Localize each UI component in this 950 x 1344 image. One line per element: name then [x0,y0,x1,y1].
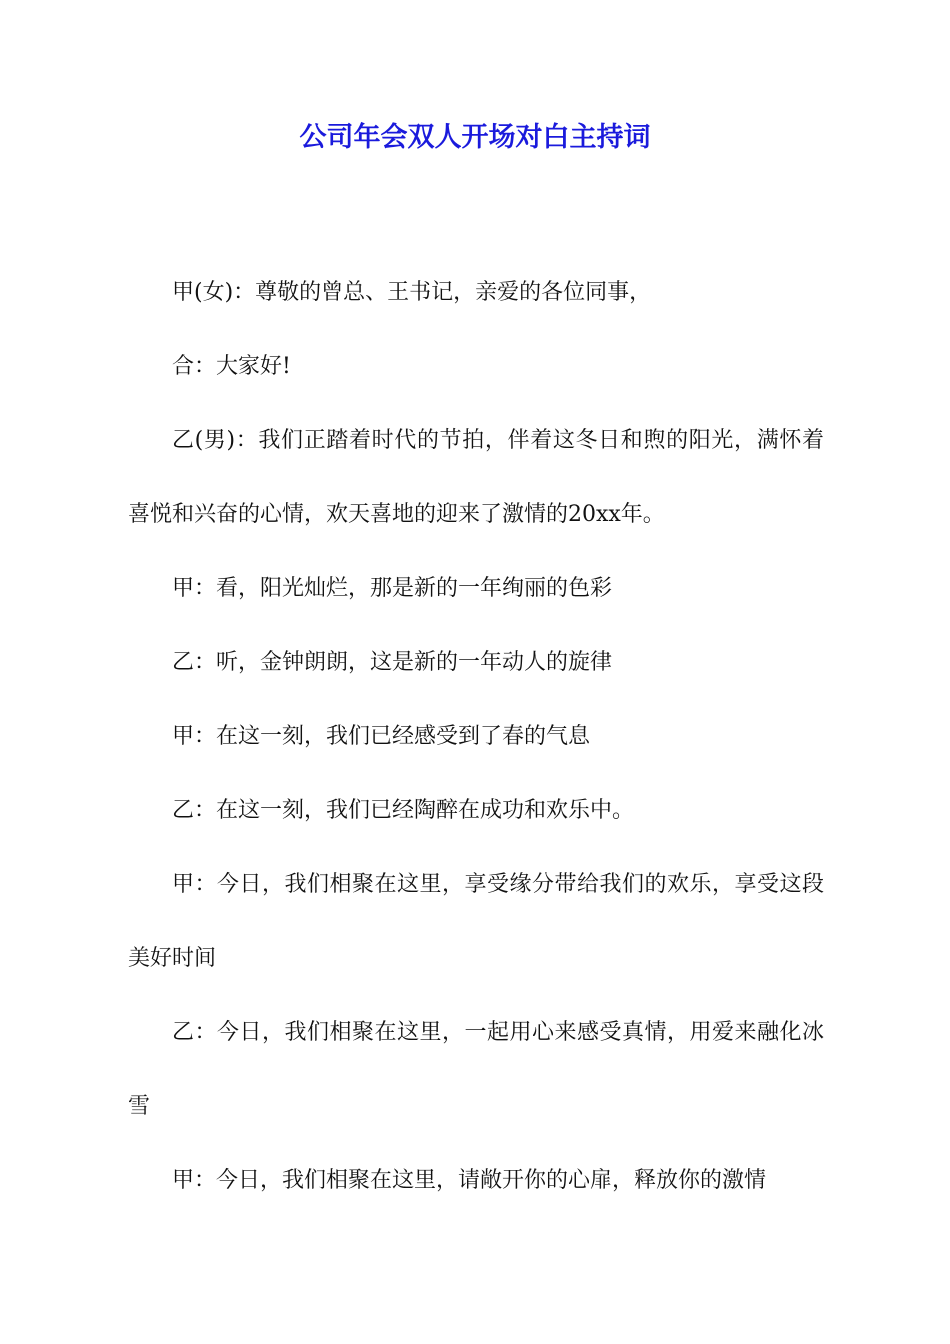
paragraph: 乙：今日，我们相聚在这里，一起用心来感受真情，用爱来融化冰雪 [128,1020,824,1119]
paragraph: 乙(男)：我们正踏着时代的节拍，伴着这冬日和煦的阳光，满怀着喜悦和兴奋的心情，欢天喜地的迎来了激情的20xx年。 [128,428,824,527]
paragraph: 乙：在这一刻，我们已经陶醉在成功和欢乐中。 [172,798,635,823]
document-title: 公司年会双人开场对白主持词 [299,122,651,153]
paragraph: 乙：听，金钟朗朗，这是新的一年动人的旋律 [172,650,613,675]
document-body [128,256,824,1218]
paragraph: 甲：今日，我们相聚在这里，请敞开你的心扉，释放你的激情 [172,1168,767,1193]
paragraph: 甲(女)：尊敬的曾总、王书记，亲爱的各位同事， [172,280,652,305]
paragraph: 甲：在这一刻，我们已经感受到了春的气息 [172,724,591,749]
paragraph: 甲：看，阳光灿烂，那是新的一年绚丽的色彩 [172,576,613,601]
paragraph: 甲：今日，我们相聚在这里，享受缘分带给我们的欢乐，享受这段美好时间 [128,872,824,971]
paragraph: 合：大家好! [172,354,291,379]
